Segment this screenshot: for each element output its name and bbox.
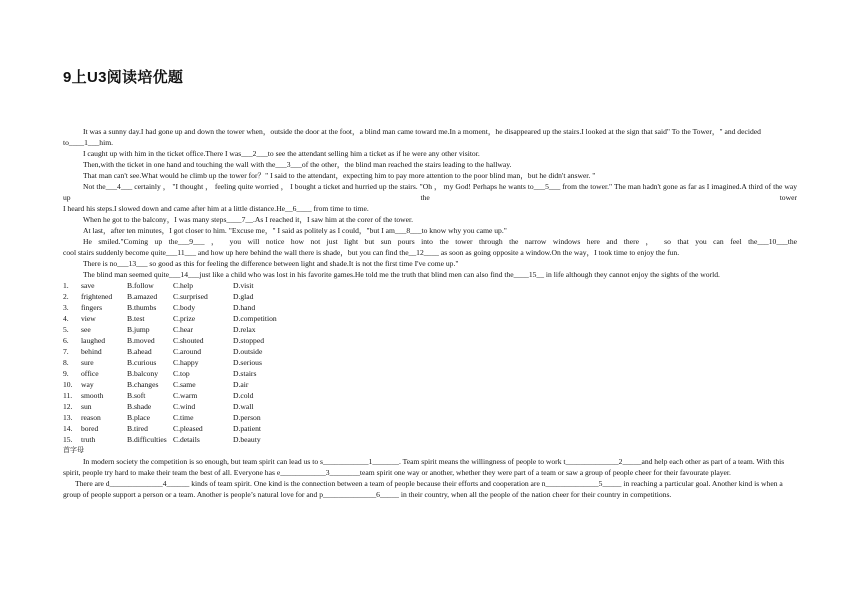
- option-choice-a: office: [81, 369, 99, 378]
- option-choice-a: B.balcony: [127, 369, 159, 378]
- passage-paragraph: That man can't see.What would he climb up the tower for？" I said to the attendant，expecting him to pay more attention to the poor blind man，but he didn't answer. ": [83, 171, 596, 180]
- option-number: 6.: [63, 336, 69, 345]
- option-choice-a: B.follow: [127, 281, 154, 290]
- option-choice-a: view: [81, 314, 96, 323]
- option-choice-b: C.happy: [173, 358, 199, 367]
- option-row: [63, 302, 797, 313]
- option-choice-a: truth: [81, 435, 96, 444]
- option-number: 2.: [63, 292, 69, 301]
- option-choice-c: D.wall: [233, 402, 254, 411]
- option-choice-c: D.air: [233, 380, 249, 389]
- option-choice-b: C.help: [173, 281, 194, 290]
- option-choice-a: B.curious: [127, 358, 157, 367]
- option-choice-b: C.details: [173, 435, 200, 444]
- option-choice-a: way: [81, 380, 94, 389]
- passage-paragraph: It was a sunny day.I had gone up and down the tower when，outside the door at the foot，a blind man came toward me.In a moment，he disappeared up the stairs.I looked at the sign that said" To the Tower，" and decided to____1___him.: [63, 127, 761, 147]
- option-number: 11.: [63, 391, 73, 400]
- option-number: 15.: [63, 435, 73, 444]
- option-choice-c: D.cold: [233, 391, 254, 400]
- option-choice-c: D.serious: [233, 358, 262, 367]
- option-row: [63, 313, 797, 324]
- passage-paragraph: Then,with the ticket in one hand and touching the wall with the___3___of the other，the blind man reached the stairs leading to the hallway.: [83, 160, 512, 169]
- option-choice-a: B.ahead: [127, 347, 152, 356]
- option-number: 5.: [63, 325, 69, 334]
- option-choice-a: B.difficulties: [127, 435, 167, 444]
- cloze-paragraph: There are d______________4______ kinds of team spirit. One kind is the connection between a team of people because their efforts and cooperation are n______________5_____ in reaching a particular goal. Another kind is when a group of people support a person or a team. Another is people’s natural love for and p______________6_____ in their country, when all the people of the nation cheer for their country in competitions.: [63, 479, 783, 499]
- option-choice-c: D.competition: [233, 314, 277, 323]
- option-choice-c: D.relax: [233, 325, 256, 334]
- option-row: [63, 434, 797, 445]
- reading-passage: [63, 126, 797, 280]
- option-number: 9.: [63, 369, 69, 378]
- option-choice-c: D.visit: [233, 281, 254, 290]
- option-choice-c: D.hand: [233, 303, 256, 312]
- passage-paragraph: The blind man seemed quite___14___just like a child who was lost in his favorite games.He told me the truth that blind men can also find the____15__ in life although they cannot enjoy the sights of the world.: [83, 270, 720, 279]
- option-number: 13.: [63, 413, 73, 422]
- option-row: [63, 346, 797, 357]
- section-label: 首字母: [63, 446, 84, 454]
- option-row: [63, 280, 797, 291]
- page-title: 9上U3阅读培优题: [63, 69, 184, 86]
- option-row: [63, 390, 797, 401]
- option-choice-b: C.pleased: [173, 424, 203, 433]
- option-choice-a: B.soft: [127, 391, 146, 400]
- option-choice-b: C.warm: [173, 391, 198, 400]
- option-choice-a: B.changes: [127, 380, 159, 389]
- option-row: [63, 324, 797, 335]
- option-choice-c: D.person: [233, 413, 261, 422]
- passage-paragraph: He smiled."Coming up the___9___ ， you will notice how not just light but sun pours into the tower through the narrow windows here and there ， so that you can feel the___10___the: [83, 237, 797, 246]
- option-row: [63, 401, 797, 412]
- passage-paragraph: When he got to the balcony，I was many steps____7__.As I reached it，I saw him at the corer of the tower.: [83, 215, 414, 224]
- answer-options: [63, 280, 797, 445]
- option-number: 1.: [63, 281, 69, 290]
- option-number: 7.: [63, 347, 69, 356]
- passage-paragraph: I heard his steps.I slowed down and came after him at a little distance.He__6____ from time to time.: [63, 204, 369, 213]
- option-choice-a: B.jump: [127, 325, 150, 334]
- option-choice-a: save: [81, 281, 95, 290]
- option-choice-b: C.wind: [173, 402, 196, 411]
- option-choice-a: B.place: [127, 413, 150, 422]
- option-choice-b: C.shouted: [173, 336, 204, 345]
- option-choice-a: bored: [81, 424, 99, 433]
- option-choice-a: fingers: [81, 303, 103, 312]
- option-choice-b: C.hear: [173, 325, 194, 334]
- option-choice-c: D.glad: [233, 292, 254, 301]
- option-choice-c: D.outside: [233, 347, 263, 356]
- option-number: 3.: [63, 303, 69, 312]
- option-choice-b: C.time: [173, 413, 194, 422]
- option-choice-b: C.same: [173, 380, 196, 389]
- document-body: [63, 126, 797, 500]
- option-row: [63, 368, 797, 379]
- option-number: 4.: [63, 314, 69, 323]
- option-choice-c: D.beauty: [233, 435, 261, 444]
- option-choice-b: C.around: [173, 347, 202, 356]
- passage-paragraph: cool stairs suddenly become quite___11___ and how up here behind the wall there is shade，but you can find the__12____ as soon as going opposite a window.On the way，I took time to enjoy the fun.: [63, 248, 680, 257]
- option-number: 10.: [63, 380, 73, 389]
- option-choice-c: D.stairs: [233, 369, 257, 378]
- passage-paragraph: Not the___4___ certainly ， "I thought ， feeling quite worried ， I bought a ticket and hurried up the stairs. "Oh ， my God! Perhaps he wants to___5___ from the tower." The man hadn't gone as far as I imagined.A third of the way up the tower: [63, 182, 797, 202]
- option-choice-a: frightened: [81, 292, 113, 301]
- option-choice-a: see: [81, 325, 91, 334]
- option-number: 12.: [63, 402, 73, 411]
- option-choice-a: smooth: [81, 391, 104, 400]
- option-choice-a: B.moved: [127, 336, 155, 345]
- option-choice-a: laughed: [81, 336, 106, 345]
- option-row: [63, 357, 797, 368]
- option-choice-c: D.patient: [233, 424, 262, 433]
- passage-paragraph: I caught up with him in the ticket office.There I was___2___to see the attendant selling him a ticket as if he were any other visitor.: [83, 149, 480, 158]
- option-row: [63, 291, 797, 302]
- option-choice-a: B.thumbs: [127, 303, 157, 312]
- option-choice-c: D.stopped: [233, 336, 265, 345]
- option-choice-b: C.surprised: [173, 292, 208, 301]
- cloze-paragraph: In modern society the competition is so enough, but team spirit can lead us to s____________1_______. Team spirit means the willingness of people to work t______________2_____and help each other as part of a team. With this spirit, people try hard to make their team the best of all. Everyone has e____________3________team spirit one way or another, whether they were part of a team or saw a group of people cheer for their favourate player.: [63, 457, 785, 477]
- option-row: [63, 379, 797, 390]
- option-choice-b: C.prize: [173, 314, 196, 323]
- option-choice-a: B.amazed: [127, 292, 158, 301]
- option-choice-a: B.test: [127, 314, 145, 323]
- option-number: 14.: [63, 424, 73, 433]
- option-number: 8.: [63, 358, 69, 367]
- passage-paragraph: At last，after ten minutes，I got closer to him. "Excuse me，" I said as politely as I could，"but I am___8___to know why you came up.": [83, 226, 507, 235]
- option-row: [63, 335, 797, 346]
- option-row: [63, 412, 797, 423]
- option-choice-a: B.shade: [127, 402, 152, 411]
- option-row: [63, 423, 797, 434]
- option-choice-a: sure: [81, 358, 94, 367]
- option-choice-b: C.body: [173, 303, 196, 312]
- passage-paragraph: There is no___13___ so good as this for feeling the difference between light and shade.It is not the first time I've come up.": [83, 259, 459, 268]
- option-choice-a: sun: [81, 402, 92, 411]
- option-choice-b: C.top: [173, 369, 190, 378]
- option-choice-a: behind: [81, 347, 102, 356]
- option-choice-a: B.tired: [127, 424, 148, 433]
- option-choice-a: reason: [81, 413, 101, 422]
